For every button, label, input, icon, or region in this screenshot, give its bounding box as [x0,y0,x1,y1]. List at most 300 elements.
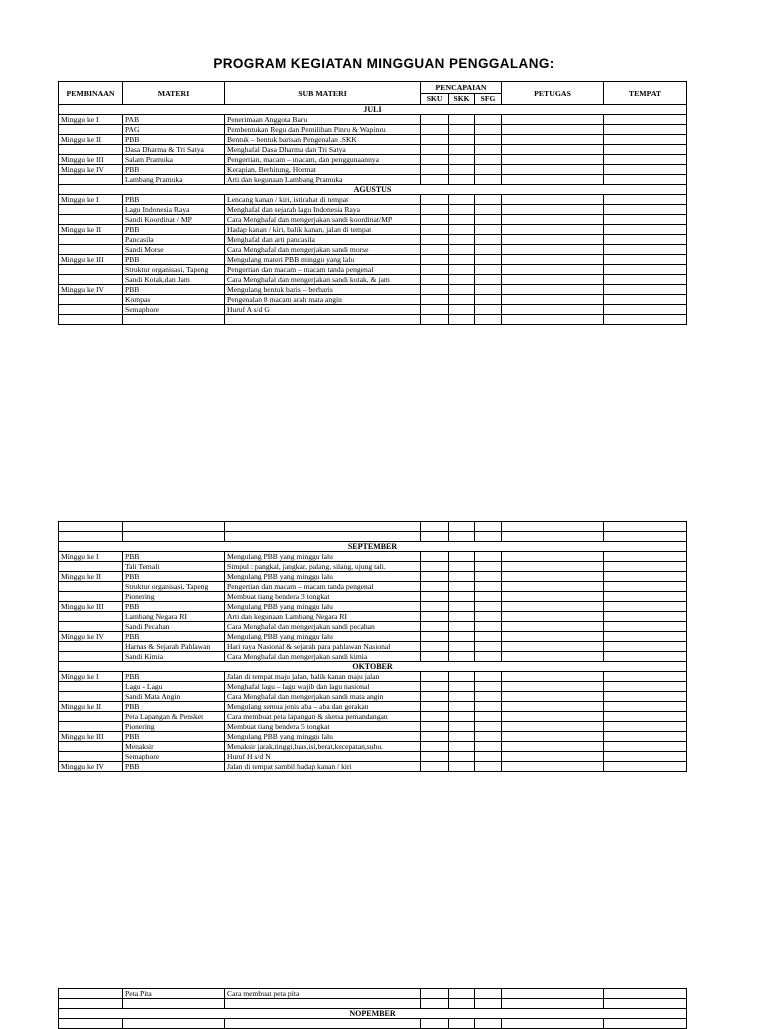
sfg-cell [475,742,502,752]
sku-cell [421,622,449,632]
week-cell: Minggu ke I [59,672,123,682]
petugas-cell [502,989,604,999]
sfg-cell [475,562,502,572]
sfg-cell [475,195,502,205]
sfg-cell [475,145,502,155]
tempat-cell [604,165,687,175]
sfg-cell [475,552,502,562]
tempat-cell [604,295,687,305]
table-row [59,255,687,265]
header-submateri: SUB MATERI [225,82,421,105]
skk-cell [449,652,475,662]
sku-cell [421,285,449,295]
materi-cell: Sandi Morse [123,245,225,255]
tempat-cell [604,652,687,662]
sku-cell [421,592,449,602]
sfg-cell [475,672,502,682]
empty-cell [421,532,449,542]
tempat-cell [604,205,687,215]
week-cell: Minggu ke IV [59,632,123,642]
sfg-cell [475,175,502,185]
table-row [59,115,687,125]
submateri-cell: Arti dan kegunaan Lambang Negara RI [225,612,421,622]
skk-cell [449,702,475,712]
materi-cell: Sandi Kimia [123,652,225,662]
empty-cell [225,532,421,542]
materi-cell: PAB [123,115,225,125]
table-row [59,215,687,225]
petugas-cell [502,632,604,642]
petugas-cell [502,592,604,602]
month-label-oktober: OKTOBER [59,662,687,672]
sfg-cell [475,592,502,602]
submateri-cell: Mengulang PBB yang minggu lalu [225,632,421,642]
sku-cell [421,255,449,265]
tempat-cell [604,622,687,632]
tempat-cell [604,712,687,722]
table-row [59,692,687,702]
materi-cell: Lagu Indonesia Raya [123,205,225,215]
week-cell [59,205,123,215]
skk-cell [449,562,475,572]
week-cell [59,752,123,762]
materi-cell: Pionering [123,722,225,732]
tempat-cell [604,195,687,205]
submateri-cell: Simpul : pangkal, jangkar, palang, silang, ujung tali. [225,562,421,572]
sfg-cell [475,572,502,582]
schedule-table-nopember [58,988,687,1029]
materi-cell: Kompas [123,295,225,305]
rows-page3 [59,989,687,999]
sfg-cell [475,612,502,622]
sfg-cell [475,712,502,722]
tempat-cell [604,255,687,265]
header-sku: SKU [421,93,449,105]
rows-september [59,552,687,662]
tempat-cell [604,602,687,612]
table-row [59,722,687,732]
materi-cell: Tali Temali [123,562,225,572]
week-cell: Minggu ke II [59,135,123,145]
empty-cell [59,522,123,532]
table-row [59,275,687,285]
skk-cell [449,265,475,275]
skk-cell [449,682,475,692]
submateri-cell: Mengulang semua jenis aba – aba dan gerakan [225,702,421,712]
week-cell: Minggu ke III [59,732,123,742]
table-row [59,145,687,155]
materi-cell: Semaphore [123,305,225,315]
sku-cell [421,195,449,205]
petugas-cell [502,742,604,752]
week-cell [59,582,123,592]
petugas-cell [502,652,604,662]
empty-cell [502,999,604,1009]
sku-cell [421,692,449,702]
sku-cell [421,762,449,772]
month-row [59,542,687,552]
tempat-cell [604,225,687,235]
week-cell [59,275,123,285]
materi-cell: Lagu - Lagu [123,682,225,692]
submateri-cell: Pembentukan Regu dan Pemilihan Pinru & Wapinru [225,125,421,135]
week-cell [59,145,123,155]
sku-cell [421,125,449,135]
materi-cell: PBB [123,602,225,612]
table-row [59,205,687,215]
sfg-cell [475,295,502,305]
submateri-cell: Huruf A s/d G [225,305,421,315]
skk-cell [449,295,475,305]
petugas-cell [502,205,604,215]
sfg-cell [475,255,502,265]
materi-cell: PBB [123,672,225,682]
week-cell: Minggu ke II [59,572,123,582]
sku-cell [421,642,449,652]
sfg-cell [475,602,502,612]
sfg-cell [475,622,502,632]
petugas-cell [502,165,604,175]
skk-cell [449,195,475,205]
materi-cell: PAG [123,125,225,135]
skk-cell [449,622,475,632]
tempat-cell [604,572,687,582]
petugas-cell [502,125,604,135]
petugas-cell [502,642,604,652]
materi-cell: PBB [123,225,225,235]
petugas-cell [502,265,604,275]
petugas-cell [502,225,604,235]
tempat-cell [604,742,687,752]
skk-cell [449,989,475,999]
month-label-agustus: AGUSTUS [59,185,687,195]
sfg-cell [475,752,502,762]
tempat-cell [604,592,687,602]
week-cell [59,722,123,732]
table-row [59,602,687,612]
materi-cell: Struktur organisasi, Tapeng [123,582,225,592]
skk-cell [449,115,475,125]
sfg-cell [475,989,502,999]
petugas-cell [502,145,604,155]
submateri-cell: Arti dan kegunaan Lambang Pramuka [225,175,421,185]
tempat-cell [604,612,687,622]
submateri-cell: Pengertian dan macam – macam tanda pengenal [225,582,421,592]
sku-cell [421,245,449,255]
sku-cell [421,722,449,732]
sku-cell [421,552,449,562]
empty-cell [604,999,687,1009]
petugas-cell [502,175,604,185]
sfg-cell [475,305,502,315]
table-row [59,265,687,275]
sku-cell [421,672,449,682]
table-row [59,195,687,205]
materi-cell: PBB [123,632,225,642]
tempat-cell [604,245,687,255]
submateri-cell: Mengulang materi PBB minggu yang lalu [225,255,421,265]
materi-cell: Sandi Pecahan [123,622,225,632]
week-cell [59,742,123,752]
submateri-cell: Cara Menghafal dan mengerjakan sandi mata angin [225,692,421,702]
skk-cell [449,582,475,592]
submateri-cell: Membuat tiang bendera 5 tongkat [225,722,421,732]
empty-cell [475,315,502,325]
skk-cell [449,145,475,155]
sfg-cell [475,682,502,692]
sku-cell [421,305,449,315]
submateri-cell: Cara Menghafal dan mengerjakan sandi kimia [225,652,421,662]
sku-cell [421,752,449,762]
skk-cell [449,305,475,315]
empty-cell [475,522,502,532]
empty-cell [475,999,502,1009]
table-row [59,742,687,752]
petugas-cell [502,602,604,612]
submateri-cell: Penerimaan Anggota Baru [225,115,421,125]
tempat-cell [604,762,687,772]
empty-cell [123,522,225,532]
skk-cell [449,572,475,582]
sku-cell [421,712,449,722]
week-cell [59,612,123,622]
materi-cell: Dasa Dharma & Tri Satya [123,145,225,155]
tempat-cell [604,562,687,572]
submateri-cell: Mengulang PBB yang minggu lalu [225,732,421,742]
empty-cell [421,522,449,532]
materi-cell: Harnas & Sejarah Pahlawan [123,642,225,652]
submateri-cell: Mengulang PBB yang minggu lalu [225,572,421,582]
skk-cell [449,215,475,225]
submateri-cell: Pengenalan 8 macam arah mata angin [225,295,421,305]
week-cell: Minggu ke IV [59,165,123,175]
submateri-cell: Hari raya Nasional & sejarah para pahlawan Nasional [225,642,421,652]
materi-cell: Sandi Mata Angin [123,692,225,702]
tempat-cell [604,115,687,125]
skk-cell [449,255,475,265]
tempat-cell [604,682,687,692]
empty-cell [502,522,604,532]
empty-cell [225,315,421,325]
submateri-cell: Pengertian dan macam – macam tanda pengenal [225,265,421,275]
petugas-cell [502,752,604,762]
sku-cell [421,742,449,752]
week-cell: Minggu ke IV [59,762,123,772]
week-cell: Minggu ke II [59,225,123,235]
header-petugas: PETUGAS [502,82,604,105]
table-row [59,552,687,562]
submateri-cell: Menaksir jarak,tinggi,luas,isi,berat,kecepatan,suhu. [225,742,421,752]
sfg-cell [475,702,502,712]
materi-cell: PBB [123,552,225,562]
petugas-cell [502,722,604,732]
skk-cell [449,235,475,245]
empty-cell [449,532,475,542]
sku-cell [421,145,449,155]
sku-cell [421,175,449,185]
sfg-cell [475,652,502,662]
table-row [59,245,687,255]
sfg-cell [475,762,502,772]
petugas-cell [502,562,604,572]
month-label-nopember: NOPEMBER [59,1009,687,1019]
sku-cell [421,602,449,612]
week-cell [59,642,123,652]
submateri-cell: Mengulang PBB yang minggu lalu [225,602,421,612]
skk-cell [449,165,475,175]
submateri-cell: Bentuk – bentuk barisan Pengenalan .SKK [225,135,421,145]
table-row [59,175,687,185]
table-row [59,622,687,632]
tempat-cell [604,702,687,712]
submateri-cell: Menghafal dan sejarah lagu Indonesia Raya [225,205,421,215]
materi-cell: Struktur organisasi, Tapeng [123,265,225,275]
header-materi: MATERI [123,82,225,105]
sku-cell [421,165,449,175]
petugas-cell [502,672,604,682]
petugas-cell [502,275,604,285]
petugas-cell [502,712,604,722]
week-cell: Minggu ke III [59,255,123,265]
sfg-cell [475,692,502,702]
submateri-cell: Menghafal lagu – lagu wajib dan lagu nasional [225,682,421,692]
sku-cell [421,562,449,572]
empty-row [59,532,687,542]
empty-cell [421,999,449,1009]
week-cell: Minggu ke IV [59,285,123,295]
submateri-cell: Hadap kanan / kiri, balik kanan, jalan di tempat [225,225,421,235]
tempat-cell [604,642,687,652]
week-cell: Minggu ke III [59,155,123,165]
table-row [59,672,687,682]
submateri-cell: Menghafal dan arti pancasila [225,235,421,245]
table-row [59,155,687,165]
sfg-cell [475,275,502,285]
submateri-cell: Cara Menghafal dan mengerjakan sandi koordinat/MP [225,215,421,225]
sfg-cell [475,125,502,135]
empty-cell [225,522,421,532]
table-row [59,125,687,135]
empty-cell [59,315,123,325]
header-tempat: TEMPAT [604,82,687,105]
week-cell: Minggu ke I [59,195,123,205]
empty-cell [449,522,475,532]
rows-oktober [59,672,687,772]
sku-cell [421,215,449,225]
tempat-cell [604,125,687,135]
sfg-cell [475,265,502,275]
skk-cell [449,125,475,135]
week-cell [59,592,123,602]
materi-cell: Menaksir [123,742,225,752]
month-row [59,662,687,672]
submateri-cell: Jalan di tempat sambil hadap kanan / kiri [225,762,421,772]
sku-cell [421,205,449,215]
table-row [59,989,687,999]
submateri-cell: Kerapian, Berhitung, Hormat [225,165,421,175]
tempat-cell [604,632,687,642]
sku-cell [421,682,449,692]
month-label-juli: JULI [59,105,687,115]
header-row [59,82,687,94]
tempat-cell [604,285,687,295]
tempat-cell [604,672,687,682]
petugas-cell [502,612,604,622]
petugas-cell [502,692,604,702]
skk-cell [449,712,475,722]
submateri-cell: Mengulang PBB yang minggu lalu [225,552,421,562]
table-row [59,582,687,592]
tempat-cell [604,732,687,742]
table-row [59,235,687,245]
submateri-cell: Cara Menghafal dan mengerjakan sandi pecahan [225,622,421,632]
table-row [59,305,687,315]
submateri-cell: Jalan di tempat maju jalan, balik kanan maju jalan [225,672,421,682]
week-cell: Minggu ke I [59,115,123,125]
skk-cell [449,752,475,762]
empty-cell [604,532,687,542]
materi-cell: Lambang Negara RI [123,612,225,622]
skk-cell [449,642,475,652]
materi-cell: Sandi Koordinat / MP [123,215,225,225]
skk-cell [449,275,475,285]
week-cell [59,125,123,135]
schedule-table-september-oktober [58,521,687,772]
sfg-cell [475,205,502,215]
materi-cell: Peta Lapangan & Pensket [123,712,225,722]
tempat-cell [604,752,687,762]
tempat-cell [604,265,687,275]
tempat-cell [604,215,687,225]
month-row [59,185,687,195]
header-skk: SKK [449,93,475,105]
week-cell [59,215,123,225]
empty-cell [449,999,475,1009]
sku-cell [421,265,449,275]
skk-cell [449,285,475,295]
header-pembinaan: PEMBINAAN [59,82,123,105]
table-row [59,752,687,762]
sku-cell [421,225,449,235]
tempat-cell [604,145,687,155]
week-cell: Minggu ke II [59,702,123,712]
skk-cell [449,742,475,752]
skk-cell [449,245,475,255]
header-sfg: SFG [475,93,502,105]
petugas-cell [502,195,604,205]
skk-cell [449,135,475,145]
empty-cell [604,522,687,532]
petugas-cell [502,255,604,265]
table-row [59,632,687,642]
materi-cell: PBB [123,572,225,582]
sku-cell [421,989,449,999]
week-cell [59,652,123,662]
materi-cell: PBB [123,255,225,265]
week-cell [59,305,123,315]
petugas-cell [502,295,604,305]
skk-cell [449,762,475,772]
sfg-cell [475,215,502,225]
table-row [59,702,687,712]
week-cell: Minggu ke III [59,602,123,612]
submateri-cell: Cara membuat peta lapangan & sketsa pemandangan [225,712,421,722]
rows-juli [59,115,687,185]
petugas-cell [502,732,604,742]
submateri-cell: Cara Menghafal dan mengerjakan sandi kotak, & jam [225,275,421,285]
skk-cell [449,632,475,642]
materi-cell: Salam Pramuka [123,155,225,165]
